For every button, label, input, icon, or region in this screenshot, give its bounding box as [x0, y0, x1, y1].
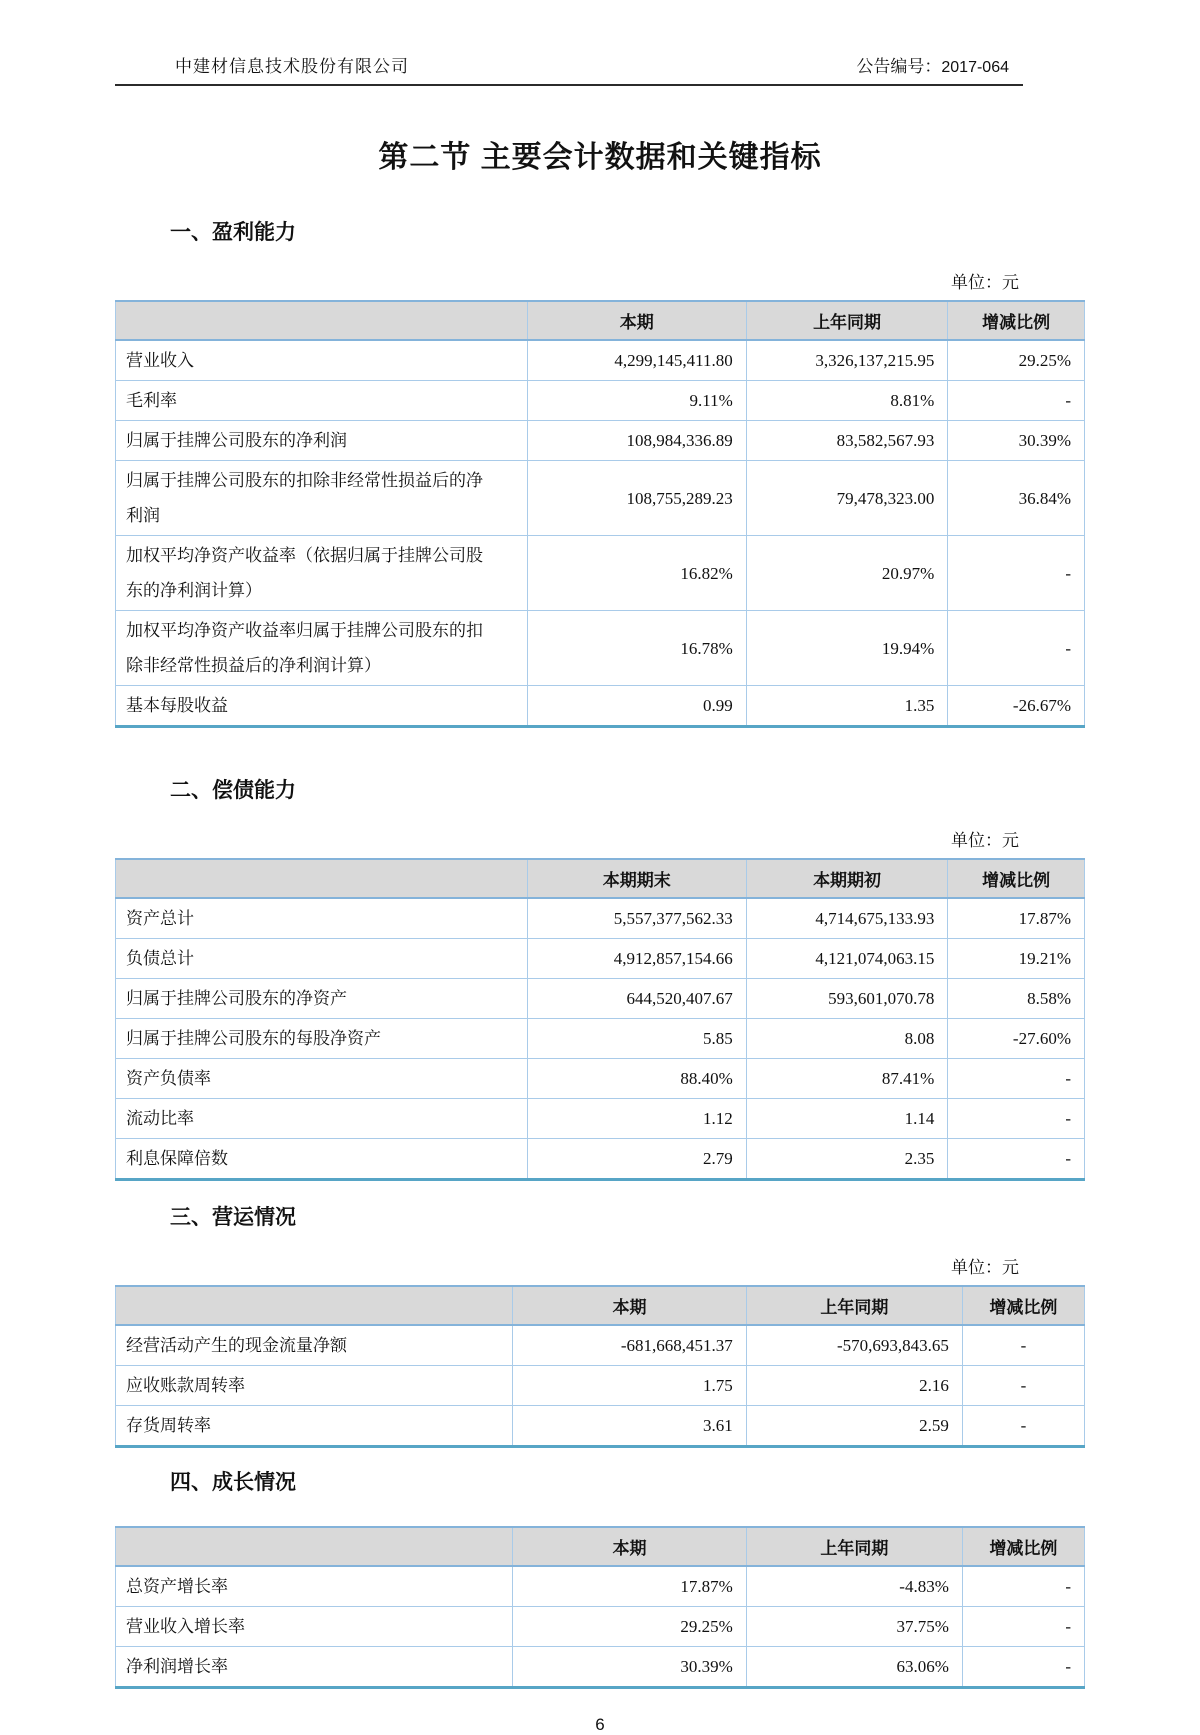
- table-header-cell: 增减比例: [962, 1286, 1084, 1325]
- row-value: 2.59: [746, 1406, 962, 1447]
- row-value: 9.11%: [527, 381, 746, 421]
- row-value: -27.60%: [948, 1019, 1085, 1059]
- row-value: -: [962, 1406, 1084, 1447]
- table-header-cell: 本期期末: [527, 859, 746, 898]
- row-label: 归属于挂牌公司股东的净利润: [116, 421, 528, 461]
- table-header-cell: 增减比例: [962, 1527, 1084, 1566]
- row-value: 29.25%: [513, 1607, 747, 1647]
- row-label: 流动比率: [116, 1099, 528, 1139]
- row-value: 4,714,675,133.93: [746, 898, 948, 939]
- row-value: 5.85: [527, 1019, 746, 1059]
- row-value: 30.39%: [513, 1647, 747, 1688]
- row-value: 79,478,323.00: [746, 461, 948, 536]
- table-wrap: [115, 1285, 1085, 1448]
- row-value: 1.75: [513, 1366, 747, 1406]
- financial-table-2: [115, 858, 1085, 1181]
- row-value: 16.78%: [527, 611, 746, 686]
- row-value: -: [962, 1325, 1084, 1366]
- row-value: -26.67%: [948, 686, 1085, 727]
- row-value: 87.41%: [746, 1059, 948, 1099]
- row-label: 基本每股收益: [116, 686, 528, 727]
- row-value: 2.35: [746, 1139, 948, 1180]
- table-row: [116, 461, 1085, 536]
- spacer: [115, 1496, 1085, 1520]
- row-value: 37.75%: [746, 1607, 962, 1647]
- table-header-row: [116, 1286, 1085, 1325]
- row-label: 负债总计: [116, 939, 528, 979]
- row-value: 19.21%: [948, 939, 1085, 979]
- row-value: -: [948, 536, 1085, 611]
- table-header-cell: 增减比例: [948, 301, 1085, 340]
- row-value: 3,326,137,215.95: [746, 340, 948, 381]
- row-value: -: [962, 1607, 1084, 1647]
- row-value: 1.35: [746, 686, 948, 727]
- table-header-row: [116, 301, 1085, 340]
- section-3: [115, 1201, 1085, 1448]
- row-value: 593,601,070.78: [746, 979, 948, 1019]
- row-value: 16.82%: [527, 536, 746, 611]
- row-value: -: [948, 1139, 1085, 1180]
- row-value: -: [948, 1059, 1085, 1099]
- unit-label: 单位：元: [951, 1258, 1019, 1277]
- row-label: 经营活动产生的现金流量净额: [116, 1325, 513, 1366]
- row-value: -: [948, 611, 1085, 686]
- page-content: [115, 52, 1085, 1735]
- page-title: 第二节 主要会计数据和关键指标: [378, 141, 822, 174]
- table-row: [116, 421, 1085, 461]
- table-row: [116, 1406, 1085, 1447]
- table-header-cell: 本期: [513, 1527, 747, 1566]
- table-wrap: [115, 1526, 1085, 1689]
- table-wrap: [115, 858, 1085, 1181]
- company-name: 中建材信息技术股份有限公司: [175, 57, 409, 76]
- row-label: 总资产增长率: [116, 1566, 513, 1607]
- section-heading: 一、盈利能力: [170, 221, 296, 244]
- section-4: [115, 1466, 1085, 1689]
- row-value: -: [948, 1099, 1085, 1139]
- row-value: 8.81%: [746, 381, 948, 421]
- table-row: [116, 939, 1085, 979]
- table-header-cell-empty: [116, 301, 528, 340]
- row-value: 1.12: [527, 1099, 746, 1139]
- section-heading: 二、偿债能力: [170, 779, 296, 802]
- row-value: 29.25%: [948, 340, 1085, 381]
- row-value: 30.39%: [948, 421, 1085, 461]
- row-value: -: [962, 1647, 1084, 1688]
- row-label: 营业收入: [116, 340, 528, 381]
- notice-number-value: 2017-064: [941, 59, 1009, 76]
- table-row: [116, 1366, 1085, 1406]
- row-value: 83,582,567.93: [746, 421, 948, 461]
- row-label: 加权平均净资产收益率（依据归属于挂牌公司股东的净利润计算）: [116, 536, 528, 611]
- page-number: 6: [595, 1715, 605, 1734]
- table-row: [116, 1019, 1085, 1059]
- row-value: 4,121,074,063.15: [746, 939, 948, 979]
- row-value: 0.99: [527, 686, 746, 727]
- row-value: -681,668,451.37: [513, 1325, 747, 1366]
- table-row: [116, 898, 1085, 939]
- table-row: [116, 381, 1085, 421]
- row-label: 归属于挂牌公司股东的净资产: [116, 979, 528, 1019]
- table-row: [116, 1566, 1085, 1607]
- table-row: [116, 1647, 1085, 1688]
- row-value: 3.61: [513, 1406, 747, 1447]
- row-value: 17.87%: [513, 1566, 747, 1607]
- table-header-cell: 本期: [513, 1286, 747, 1325]
- table-row: [116, 536, 1085, 611]
- section-heading: 四、成长情况: [170, 1471, 296, 1494]
- section-1: [115, 216, 1085, 728]
- row-value: 1.14: [746, 1099, 948, 1139]
- table-row: [116, 1099, 1085, 1139]
- table-row: [116, 1325, 1085, 1366]
- row-value: 5,557,377,562.33: [527, 898, 746, 939]
- row-label: 应收账款周转率: [116, 1366, 513, 1406]
- row-value: -: [962, 1566, 1084, 1607]
- row-label: 营业收入增长率: [116, 1607, 513, 1647]
- row-label: 归属于挂牌公司股东的扣除非经常性损益后的净利润: [116, 461, 528, 536]
- row-value: 88.40%: [527, 1059, 746, 1099]
- row-value: -4.83%: [746, 1566, 962, 1607]
- row-label: 净利润增长率: [116, 1647, 513, 1688]
- row-value: 63.06%: [746, 1647, 962, 1688]
- row-label: 存货周转率: [116, 1406, 513, 1447]
- row-value: 19.94%: [746, 611, 948, 686]
- table-header-row: [116, 859, 1085, 898]
- financial-table-4: [115, 1526, 1085, 1689]
- notice-number: [856, 52, 1009, 77]
- row-value: 20.97%: [746, 536, 948, 611]
- row-value: 2.16: [746, 1366, 962, 1406]
- table-row: [116, 979, 1085, 1019]
- row-value: 17.87%: [948, 898, 1085, 939]
- row-label: 资产负债率: [116, 1059, 528, 1099]
- table-header-cell: 本期: [527, 301, 746, 340]
- row-label: 毛利率: [116, 381, 528, 421]
- table-row: [116, 686, 1085, 727]
- row-label: 归属于挂牌公司股东的每股净资产: [116, 1019, 528, 1059]
- row-value: 8.08: [746, 1019, 948, 1059]
- table-header-cell: 上年同期: [746, 1286, 962, 1325]
- table-row: [116, 340, 1085, 381]
- table-header-cell-empty: [116, 1527, 513, 1566]
- table-wrap: [115, 300, 1085, 728]
- document-header: [115, 52, 1023, 86]
- row-label: 加权平均净资产收益率归属于挂牌公司股东的扣除非经常性损益后的净利润计算）: [116, 611, 528, 686]
- table-header-cell: 本期期初: [746, 859, 948, 898]
- row-value: 2.79: [527, 1139, 746, 1180]
- section-2: [115, 774, 1085, 1181]
- row-value: 108,984,336.89: [527, 421, 746, 461]
- financial-table-3: [115, 1285, 1085, 1448]
- table-row: [116, 1139, 1085, 1180]
- unit-label: 单位：元: [951, 831, 1019, 850]
- row-value: 8.58%: [948, 979, 1085, 1019]
- financial-table-1: [115, 300, 1085, 728]
- row-value: -: [948, 381, 1085, 421]
- table-row: [116, 1059, 1085, 1099]
- table-header-cell-empty: [116, 859, 528, 898]
- table-header-cell: 增减比例: [948, 859, 1085, 898]
- unit-label: 单位：元: [951, 273, 1019, 292]
- table-header-cell: 上年同期: [746, 301, 948, 340]
- row-label: 利息保障倍数: [116, 1139, 528, 1180]
- table-header-cell: 上年同期: [746, 1527, 962, 1566]
- row-label: 资产总计: [116, 898, 528, 939]
- row-value: -: [962, 1366, 1084, 1406]
- table-row: [116, 1607, 1085, 1647]
- notice-number-label: 公告编号：: [856, 57, 942, 76]
- row-value: 36.84%: [948, 461, 1085, 536]
- section-heading: 三、营运情况: [170, 1206, 296, 1229]
- table-row: [116, 611, 1085, 686]
- table-header-row: [116, 1527, 1085, 1566]
- row-value: 644,520,407.67: [527, 979, 746, 1019]
- row-value: -570,693,843.65: [746, 1325, 962, 1366]
- table-header-cell-empty: [116, 1286, 513, 1325]
- row-value: 108,755,289.23: [527, 461, 746, 536]
- row-value: 4,299,145,411.80: [527, 340, 746, 381]
- sections: [115, 216, 1085, 1689]
- row-value: 4,912,857,154.66: [527, 939, 746, 979]
